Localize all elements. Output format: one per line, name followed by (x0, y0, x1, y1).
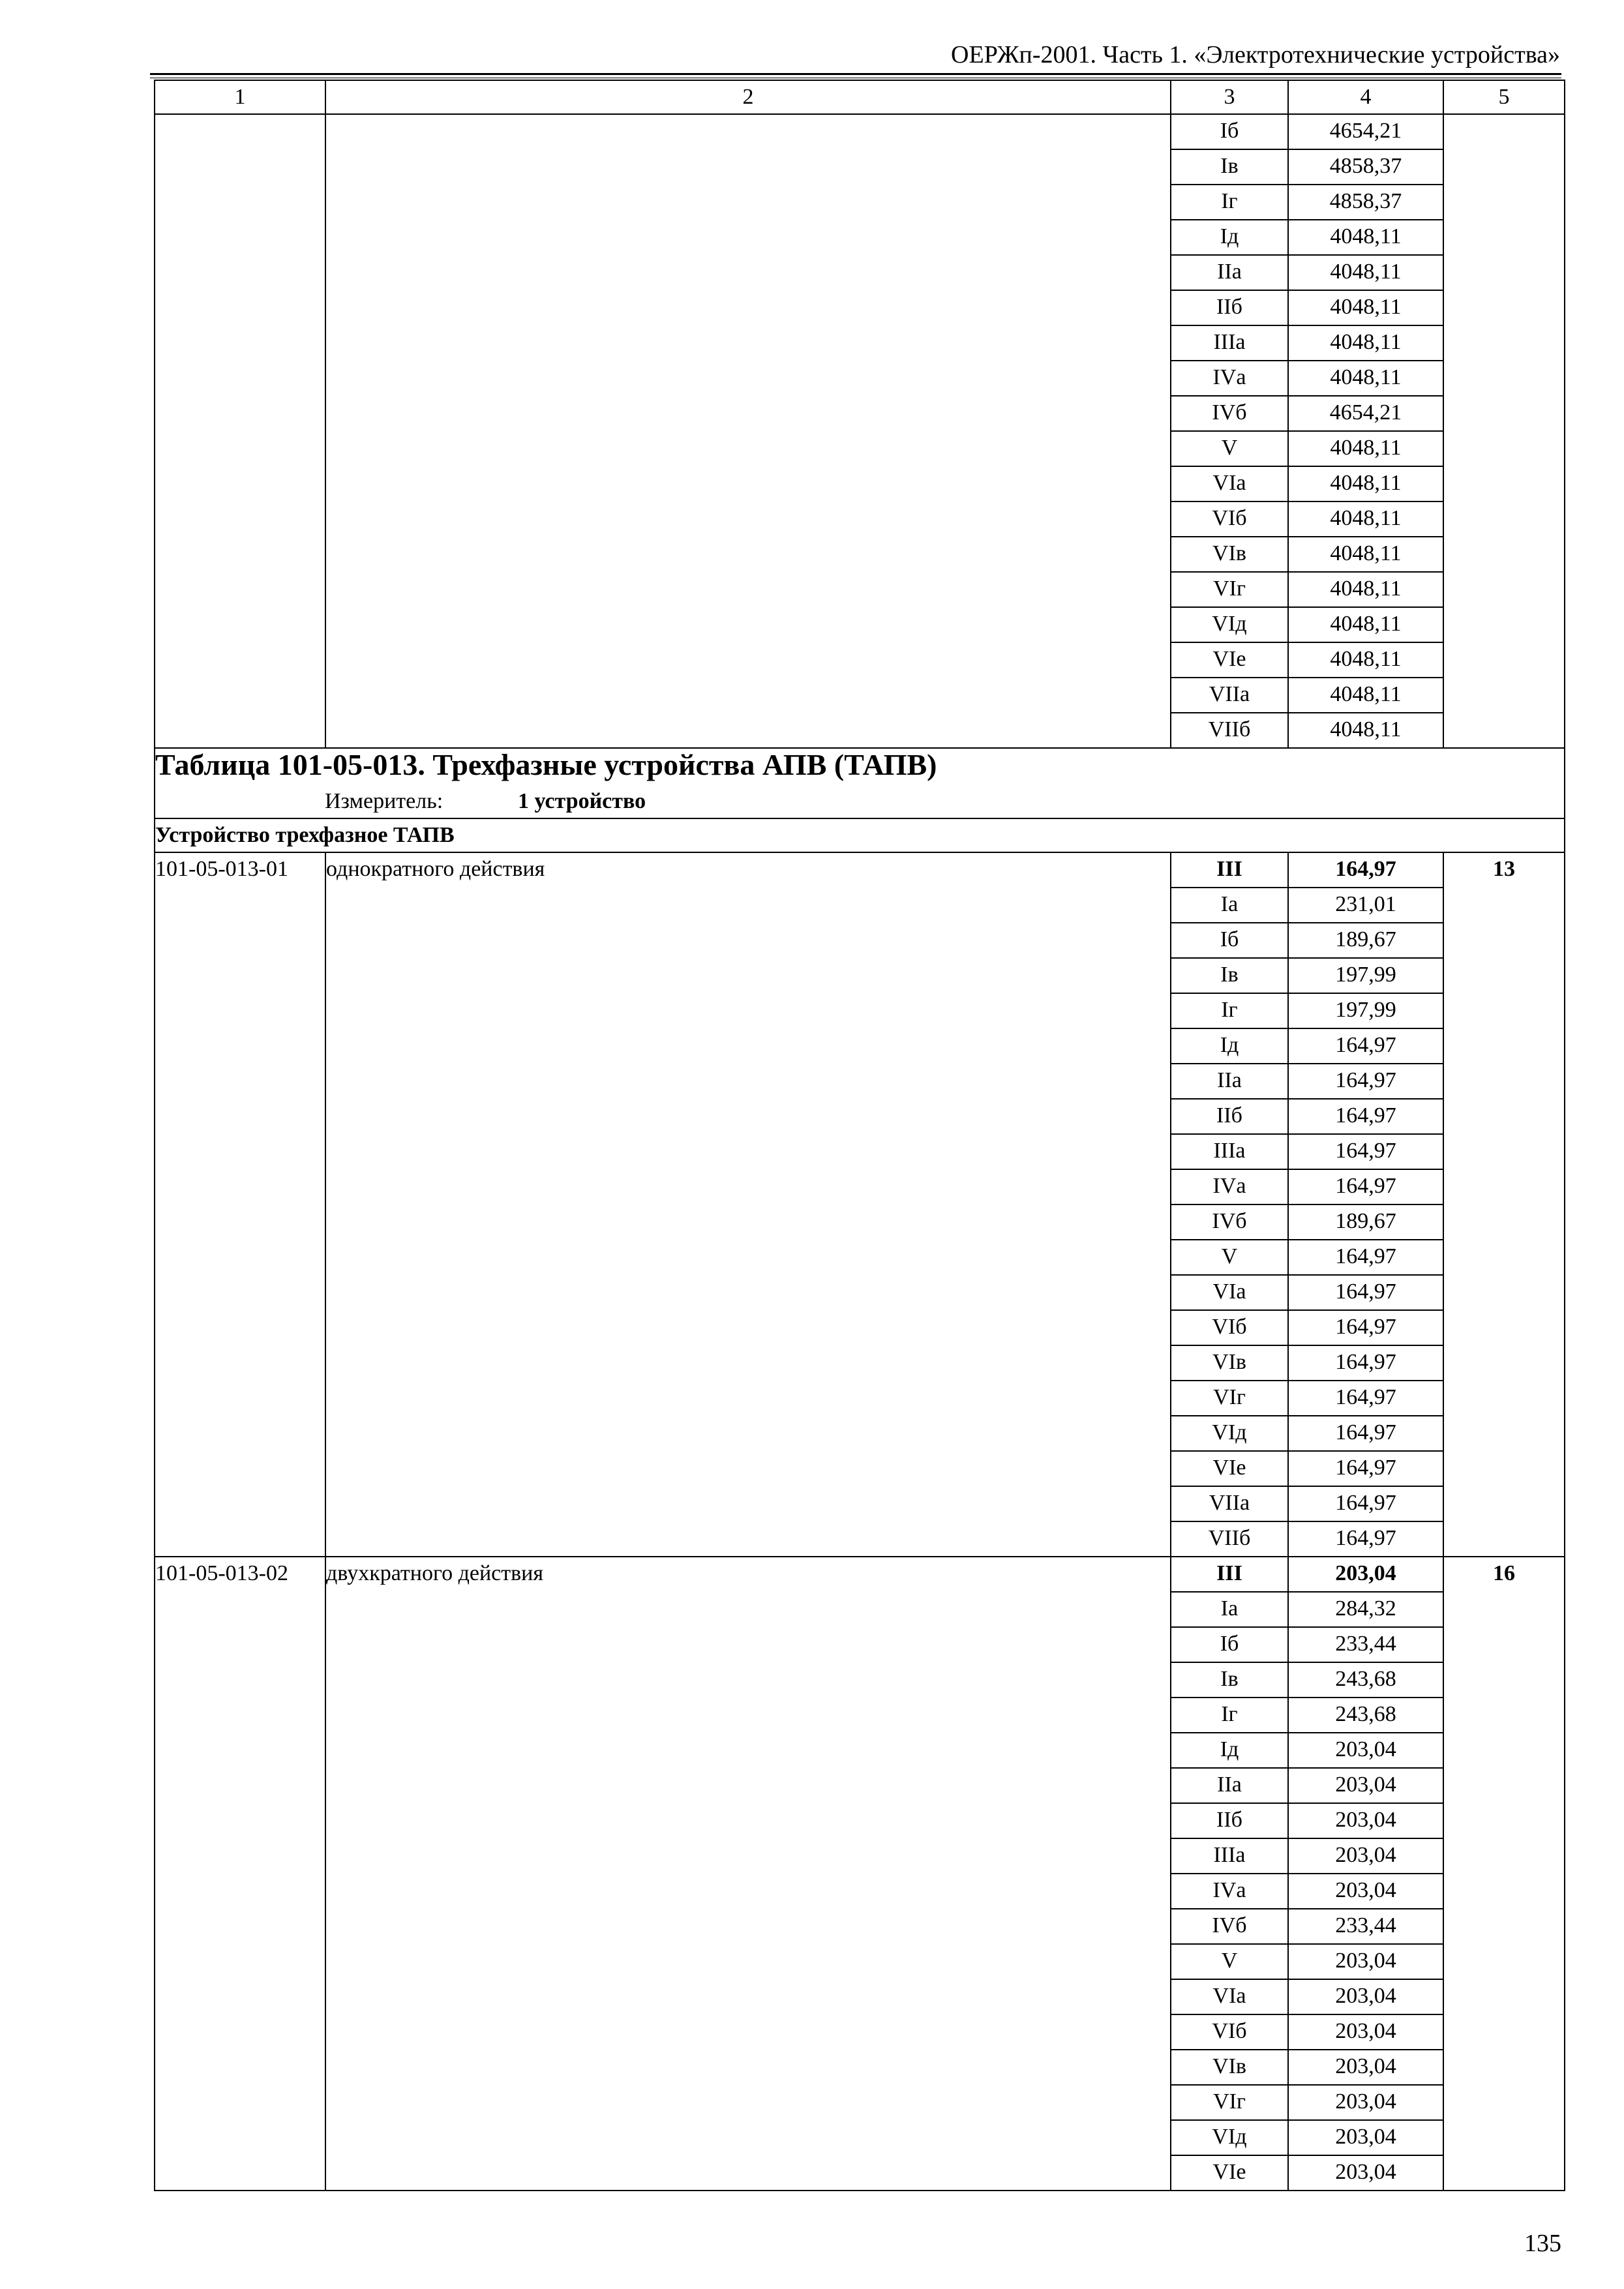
item-count: 13 (1443, 852, 1565, 1557)
zone-cell: VIе (1171, 1451, 1288, 1486)
zone-cell: IVа (1171, 1169, 1288, 1204)
price-cell: 233,44 (1288, 1627, 1443, 1662)
table-row (155, 852, 1565, 888)
price-cell: 164,97 (1288, 1310, 1443, 1345)
zone-cell: Iд (1171, 220, 1288, 255)
price-cell: 203,04 (1288, 1838, 1443, 1874)
zone-cell: IIа (1171, 1768, 1288, 1803)
price-cell: 233,44 (1288, 1909, 1443, 1944)
zone-cell: VIг (1171, 572, 1288, 607)
zone-cell: VIб (1171, 1310, 1288, 1345)
price-cell: 243,68 (1288, 1698, 1443, 1733)
price-cell: 4048,11 (1288, 466, 1443, 501)
zone-cell: Iб (1171, 1627, 1288, 1662)
zone-cell: VIе (1171, 2155, 1288, 2191)
zone-cell: IIб (1171, 1803, 1288, 1838)
price-cell: 203,04 (1288, 2050, 1443, 2085)
price-cell: 189,67 (1288, 923, 1443, 958)
price-cell: 203,04 (1288, 1979, 1443, 2014)
price-cell: 4048,11 (1288, 607, 1443, 642)
price-cell: 164,97 (1288, 1345, 1443, 1381)
price-cell: 4858,37 (1288, 149, 1443, 185)
price-cell: 164,97 (1288, 1381, 1443, 1416)
zone-cell: VIIб (1171, 1521, 1288, 1557)
column-number: 5 (1443, 80, 1565, 114)
price-cell: 4048,11 (1288, 501, 1443, 537)
price-cell: 203,04 (1288, 2120, 1443, 2155)
zone-cell: VIг (1171, 1381, 1288, 1416)
page-number: 135 (1524, 2230, 1561, 2257)
subsection-row (155, 818, 1565, 852)
price-cell: 164,97 (1288, 852, 1443, 888)
price-cell: 4048,11 (1288, 713, 1443, 748)
price-cell: 4858,37 (1288, 185, 1443, 220)
price-cell: 197,99 (1288, 958, 1443, 993)
price-cell: 243,68 (1288, 1662, 1443, 1698)
item-code: 101-05-013-01 (155, 852, 325, 1557)
zone-cell: IIIа (1171, 1134, 1288, 1169)
zone-cell: VIб (1171, 501, 1288, 537)
measure-line (155, 785, 1564, 818)
zone-cell: Iв (1171, 958, 1288, 993)
zone-cell: Iа (1171, 1592, 1288, 1627)
price-cell: 4048,11 (1288, 572, 1443, 607)
code-cell (155, 114, 325, 748)
zone-cell: IVа (1171, 1874, 1288, 1909)
zone-cell: IVа (1171, 361, 1288, 396)
zone-cell: IIб (1171, 290, 1288, 325)
price-cell: 4654,21 (1288, 396, 1443, 431)
zone-cell: Iб (1171, 114, 1288, 149)
zone-cell: VIв (1171, 2050, 1288, 2085)
price-table (154, 80, 1565, 2191)
zone-cell: VIе (1171, 642, 1288, 678)
price-cell: 164,97 (1288, 1134, 1443, 1169)
zone-cell: VIд (1171, 607, 1288, 642)
table-row (155, 1557, 1565, 1592)
price-cell: 231,01 (1288, 888, 1443, 923)
column-number: 2 (325, 80, 1171, 114)
zone-cell: VIа (1171, 1275, 1288, 1310)
zone-cell: V (1171, 1240, 1288, 1275)
zone-cell: Iд (1171, 1733, 1288, 1768)
zone-cell: Iг (1171, 993, 1288, 1028)
price-cell: 164,97 (1288, 1240, 1443, 1275)
price-cell: 4048,11 (1288, 325, 1443, 361)
section-title-row (155, 748, 1565, 818)
price-cell: 4048,11 (1288, 431, 1443, 466)
price-cell: 4048,11 (1288, 361, 1443, 396)
zone-cell: Iг (1171, 185, 1288, 220)
zone-cell: VIа (1171, 466, 1288, 501)
description-cell (325, 114, 1171, 748)
item-code: 101-05-013-02 (155, 1557, 325, 2191)
price-cell: 203,04 (1288, 2085, 1443, 2120)
zone-cell: IVб (1171, 396, 1288, 431)
zone-cell: VIд (1171, 1416, 1288, 1451)
zone-cell: Iв (1171, 149, 1288, 185)
zone-cell: Iд (1171, 1028, 1288, 1064)
zone-cell: Iб (1171, 923, 1288, 958)
zone-cell: VIIа (1171, 678, 1288, 713)
price-cell: 203,04 (1288, 1733, 1443, 1768)
price-cell: 4048,11 (1288, 537, 1443, 572)
zone-cell: Iа (1171, 888, 1288, 923)
zone-cell: IVб (1171, 1204, 1288, 1240)
zone-cell: Iг (1171, 1698, 1288, 1733)
zone-cell: IIIа (1171, 1838, 1288, 1874)
zone-cell: VIIа (1171, 1486, 1288, 1521)
zone-cell: III (1171, 1557, 1288, 1592)
price-cell: 4048,11 (1288, 255, 1443, 290)
zone-cell: VIв (1171, 1345, 1288, 1381)
price-cell: 164,97 (1288, 1521, 1443, 1557)
price-cell: 203,04 (1288, 1874, 1443, 1909)
item-description: двухкратного действия (325, 1557, 1171, 2191)
price-cell: 164,97 (1288, 1451, 1443, 1486)
price-cell: 4654,21 (1288, 114, 1443, 149)
price-cell: 164,97 (1288, 1486, 1443, 1521)
zone-cell: IIIа (1171, 325, 1288, 361)
price-cell: 203,04 (1288, 1768, 1443, 1803)
item-count: 16 (1443, 1557, 1565, 2191)
measure-value: 1 устройство (518, 789, 646, 813)
price-cell: 197,99 (1288, 993, 1443, 1028)
measure-label: Измеритель: (325, 789, 444, 813)
table-row (155, 114, 1565, 149)
price-cell: 203,04 (1288, 2155, 1443, 2191)
header-rule (150, 73, 1561, 75)
price-cell: 164,97 (1288, 1064, 1443, 1099)
zone-cell: VIа (1171, 1979, 1288, 2014)
column-number: 1 (155, 80, 325, 114)
zone-cell: III (1171, 852, 1288, 888)
count-cell (1443, 114, 1565, 748)
price-cell: 203,04 (1288, 1557, 1443, 1592)
zone-cell: VIд (1171, 2120, 1288, 2155)
column-number: 4 (1288, 80, 1443, 114)
zone-cell: IIа (1171, 255, 1288, 290)
price-cell: 164,97 (1288, 1028, 1443, 1064)
subsection-title: Устройство трехфазное ТАПВ (155, 818, 1565, 852)
zone-cell: IIа (1171, 1064, 1288, 1099)
price-cell: 189,67 (1288, 1204, 1443, 1240)
zone-cell: IVб (1171, 1909, 1288, 1944)
column-number-row (155, 80, 1565, 114)
item-description: однократного действия (325, 852, 1171, 1557)
zone-cell: Iв (1171, 1662, 1288, 1698)
zone-cell: VIIб (1171, 713, 1288, 748)
price-cell: 284,32 (1288, 1592, 1443, 1627)
price-cell: 164,97 (1288, 1099, 1443, 1134)
table-title: Таблица 101-05-013. Трехфазные устройства АПВ (ТАПВ) (155, 748, 937, 781)
page-header-title: ОЕРЖп-2001. Часть 1. «Электротехнические устройства» (951, 41, 1560, 68)
zone-cell: V (1171, 1944, 1288, 1979)
price-cell: 4048,11 (1288, 220, 1443, 255)
price-cell: 203,04 (1288, 1803, 1443, 1838)
column-number: 3 (1171, 80, 1288, 114)
zone-cell: V (1171, 431, 1288, 466)
section-title-cell (155, 748, 1565, 818)
zone-cell: VIг (1171, 2085, 1288, 2120)
price-cell: 203,04 (1288, 1944, 1443, 1979)
price-cell: 164,97 (1288, 1416, 1443, 1451)
zone-cell: VIв (1171, 537, 1288, 572)
price-cell: 4048,11 (1288, 678, 1443, 713)
price-cell: 164,97 (1288, 1169, 1443, 1204)
price-cell: 4048,11 (1288, 642, 1443, 678)
zone-cell: VIб (1171, 2014, 1288, 2050)
price-cell: 4048,11 (1288, 290, 1443, 325)
zone-cell: IIб (1171, 1099, 1288, 1134)
price-cell: 203,04 (1288, 2014, 1443, 2050)
price-cell: 164,97 (1288, 1275, 1443, 1310)
